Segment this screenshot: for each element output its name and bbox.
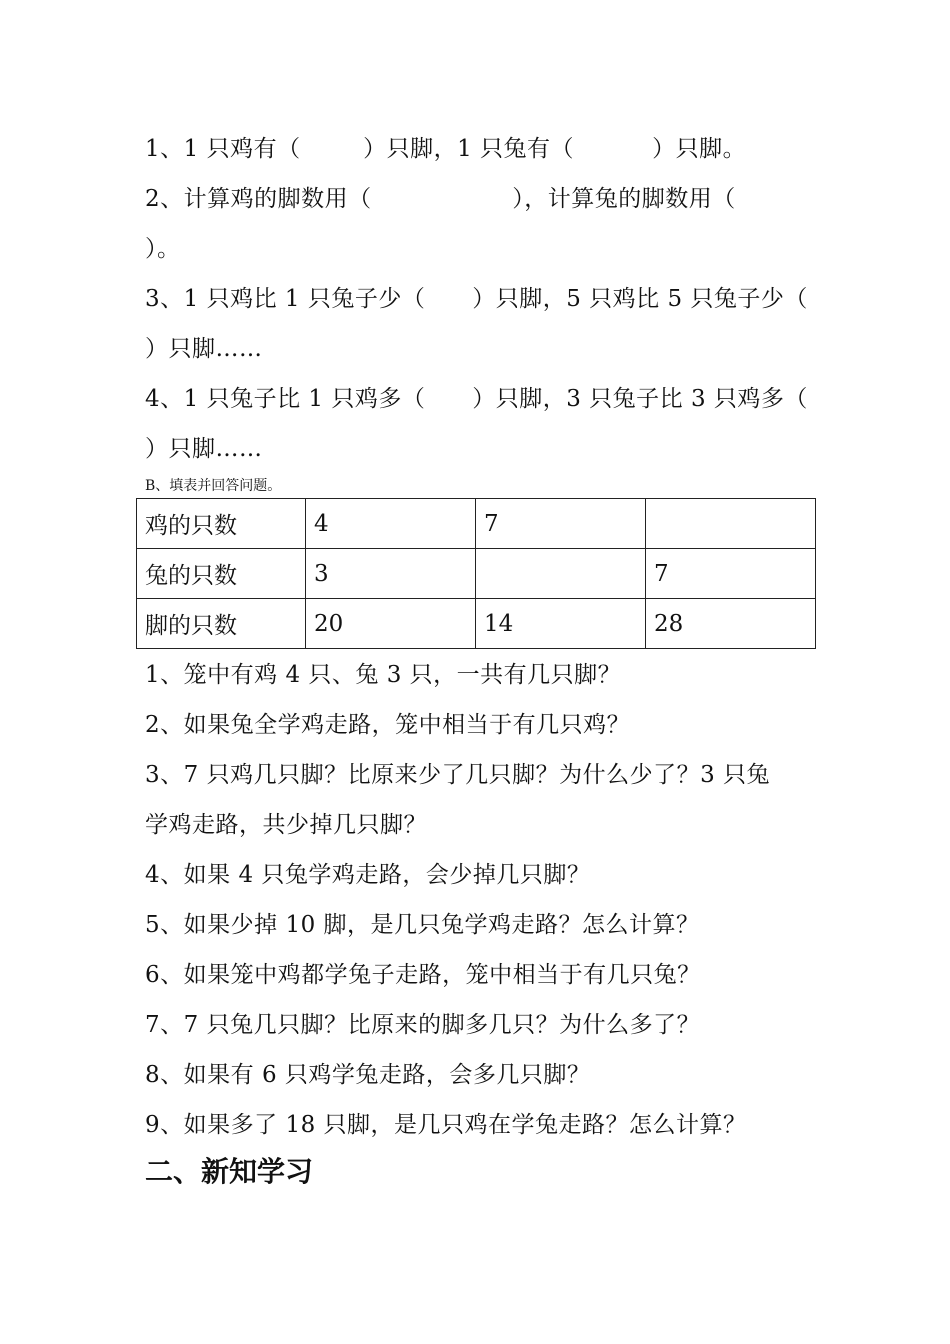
- question-b9: 9、如果多了 18 只脚，是几只鸡在学兔走路？怎么计算？: [145, 1112, 747, 1138]
- table-cell: 3: [306, 549, 476, 599]
- question-a4-line2: ）只脚……: [145, 436, 263, 462]
- chicken-rabbit-table: [136, 498, 816, 649]
- question-a1: 1、1 只鸡有（ ）只脚，1 只兔有（ ）只脚。: [145, 136, 747, 162]
- table-cell: 14: [476, 599, 646, 649]
- question-b7: 7、7 只兔几只脚？比原来的脚多几只？为什么多了？: [145, 1012, 701, 1038]
- table-cell: 脚的只数: [137, 599, 306, 649]
- question-a2-line1: 2、计算鸡的脚数用（ ），计算兔的脚数用（: [145, 186, 736, 212]
- question-a3-line2: ）只脚……: [145, 336, 263, 362]
- table-cell: 28: [646, 599, 816, 649]
- table-cell: [646, 499, 816, 549]
- table-cell: [476, 549, 646, 599]
- table-cell: 鸡的只数: [137, 499, 306, 549]
- question-b3-line2: 学鸡走路，共少掉几只脚？: [145, 812, 427, 838]
- question-a2-line2: ）。: [145, 236, 181, 262]
- question-b8: 8、如果有 6 只鸡学兔走路，会多几只脚？: [145, 1062, 591, 1088]
- table-row: [137, 499, 816, 549]
- question-a3-line1: 3、1 只鸡比 1 只兔子少（ ）只脚，5 只鸡比 5 只兔子少（: [145, 286, 808, 312]
- section-heading: 二、新知学习: [145, 1155, 314, 1188]
- table-cell: 20: [306, 599, 476, 649]
- question-b6: 6、如果笼中鸡都学兔子走路，笼中相当于有几只兔？: [145, 962, 701, 988]
- table-cell: 7: [646, 549, 816, 599]
- section-b-title: B、填表并回答问题。: [145, 478, 282, 494]
- question-b4: 4、如果 4 只兔学鸡走路，会少掉几只脚？: [145, 862, 591, 888]
- question-b3-line1: 3、7 只鸡几只脚？比原来少了几只脚？为什么少了？3 只兔: [145, 762, 771, 788]
- table-cell: 7: [476, 499, 646, 549]
- table-row: [137, 549, 816, 599]
- question-b5: 5、如果少掉 10 脚，是几只兔学鸡走路？怎么计算？: [145, 912, 700, 938]
- table-cell: 4: [306, 499, 476, 549]
- table-row: [137, 599, 816, 649]
- question-b1: 1、笼中有鸡 4 只、兔 3 只，一共有几只脚？: [145, 662, 622, 688]
- question-b2: 2、如果兔全学鸡走路，笼中相当于有几只鸡？: [145, 712, 631, 738]
- question-a4-line1: 4、1 只兔子比 1 只鸡多（ ）只脚，3 只兔子比 3 只鸡多（: [145, 386, 808, 412]
- table-cell: 兔的只数: [137, 549, 306, 599]
